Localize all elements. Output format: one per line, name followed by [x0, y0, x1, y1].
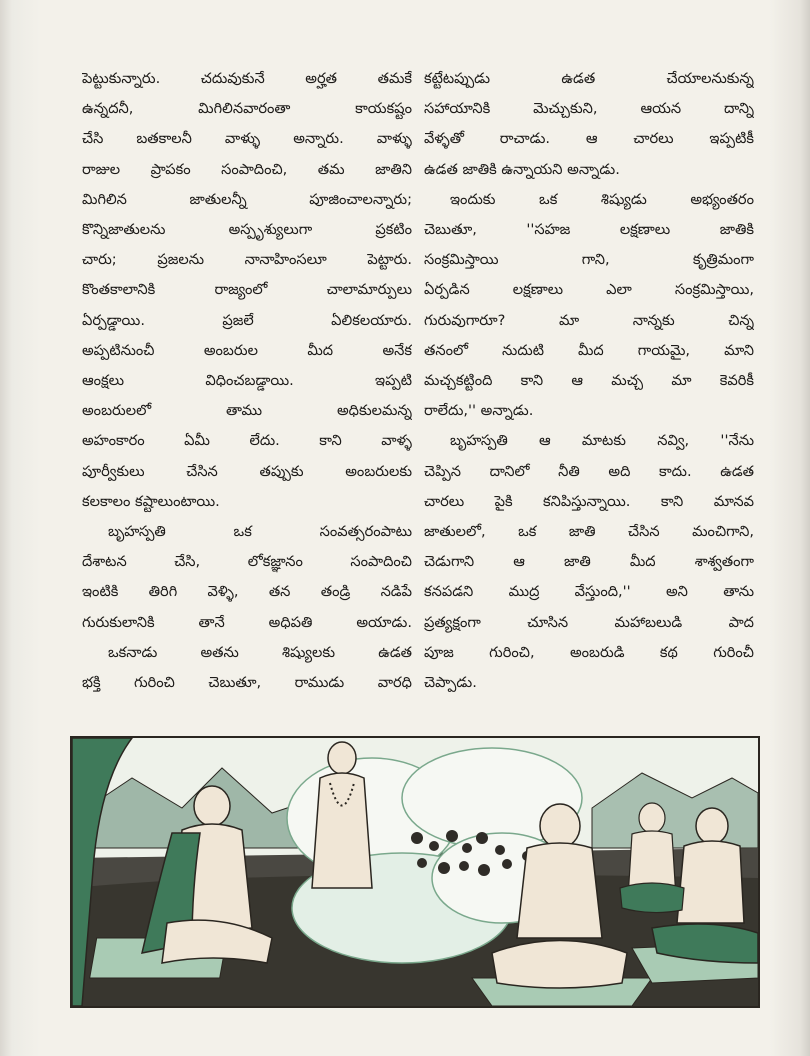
text-line: అప్పటినుంచీ అంబరుల మీద అనేక	[82, 341, 412, 359]
text-line: కొంతకాలానికి రాజ్యంలో చాలామార్పులు	[82, 281, 412, 299]
text-line: ఆంక్షలు విధించబడ్డాయి. ఇప్పటి	[82, 372, 412, 390]
text-line: ఒకనాడు అతను శిష్యులకు ఉడత	[108, 643, 412, 661]
left-text-column	[82, 64, 412, 698]
right-paragraph-3	[424, 426, 754, 698]
text-line: చారు; ప్రజలను నానాహింసలూ పెట్టారు.	[82, 251, 412, 269]
text-line: కొన్నిజాతులను అస్పృశ్యులుగా ప్రకటిం	[82, 221, 412, 239]
text-line: పూజ గురించి, అంబరుడి కథ గురించీ	[424, 643, 754, 661]
text-line: వేళ్ళతో రాచాడు. ఆ చారలు ఇప్పటికీ	[424, 130, 754, 148]
text-line: ఇంటికి తిరిగి వెళ్ళి, తన తండ్రి నడిపే	[82, 583, 412, 601]
text-line: ప్రత్యక్షంగా చూసిన మహాబలుడి పాద	[424, 613, 754, 631]
text-line: రాజుల ప్రాపకం సంపాదించి, తమ జాతిని	[82, 160, 412, 178]
text-line: చెప్పాడు.	[424, 674, 477, 692]
text-line: చేసి బతకాలనీ వాళ్ళు అన్నారు. వాళ్ళు	[82, 130, 412, 148]
text-line: గురుకులానికి తానే అధిపతి అయాడు.	[82, 613, 412, 631]
text-line: కట్టేటప్పుడు ఉడత చేయాలనుకున్న	[424, 70, 754, 87]
text-line: కలకాలం కష్టాలుంటాయి.	[82, 492, 220, 510]
right-text-column	[424, 64, 754, 698]
text-line: పెట్టుకున్నారు. చదువుకునే అర్హత తమకే	[82, 70, 412, 87]
text-line: దేశాటన చేసి, లోకజ్ఞానం సంపాదించి	[82, 553, 412, 571]
text-line: ఉడత జాతికి ఉన్నాయని అన్నాడు.	[424, 160, 620, 178]
text-line: ఏర్పడిన లక్షణాలు ఎలా సంక్రమిస్తాయి,	[424, 281, 754, 299]
text-line: ఉన్నదనీ, మిగిలినవారంతా కాయకష్టం	[82, 100, 412, 118]
left-paragraph-2	[82, 517, 412, 638]
text-line: భక్తి గురించి చెబుతూ, రాముడు వారధి	[82, 674, 412, 692]
text-line: మిగిలిన జాతులన్నీ పూజించాలన్నారు;	[82, 190, 412, 208]
text-line: గురువుగారూ? మా నాన్నకు చిన్న	[424, 311, 754, 329]
text-line: తనంలో నుదుటి మీద గాయమై, మాని	[424, 341, 754, 359]
text-line: కనపడని ముద్ర వేస్తుంది,'' అని తాను	[424, 583, 754, 601]
text-line: పూర్వీకులు చేసిన తప్పుకు అంబరులకు	[82, 462, 412, 480]
illustration-drawing	[72, 738, 758, 1006]
text-line: చారలు పైకి కనిపిస్తున్నాయి. కాని మానవ	[424, 492, 754, 510]
right-paragraph-2	[424, 185, 754, 427]
text-line: బృహస్పతి ఆ మాటకు నవ్వి, ''నేను	[450, 432, 754, 450]
left-paragraph-1	[82, 64, 412, 517]
left-paragraph-3	[82, 638, 412, 698]
text-line: జాతులలో, ఒక జాతి చేసిన మంచిగాని,	[424, 523, 754, 541]
text-line: ఇందుకు ఒక శిష్యుడు అభ్యంతరం	[450, 190, 754, 208]
right-paragraph-1	[424, 64, 754, 185]
text-line: సంక్రమిస్తాయి గాని, కృత్రిమంగా	[424, 251, 754, 269]
text-line: చెప్పిన దానిలో నీతి అది కాదు. ఉడత	[424, 462, 754, 480]
text-line: చెబుతూ, ''సహజ లక్షణాలు జాతికి	[424, 221, 754, 239]
text-line: సహాయానికి మెచ్చుకుని, ఆయన దాన్ని	[424, 100, 754, 118]
text-line: మచ్చకట్టింది కాని ఆ మచ్చ మా కెవరికీ	[424, 372, 754, 390]
text-line: బృహస్పతి ఒక సంవత్సరంపాటు	[108, 523, 412, 541]
text-line: అంబరులలో తాము అధికులమన్న	[82, 402, 412, 420]
text-line: అహంకారం ఏమీ లేదు. కాని వాళ్ళ	[82, 432, 412, 450]
text-line: ఏర్పడ్డాయి. ప్రజలే ఏలికలయారు.	[82, 311, 412, 329]
text-line: చెడుగాని ఆ జాతి మీద శాశ్వతంగా	[424, 553, 754, 571]
text-line: రాలేదు,'' అన్నాడు.	[424, 402, 534, 420]
story-illustration	[70, 736, 760, 1008]
